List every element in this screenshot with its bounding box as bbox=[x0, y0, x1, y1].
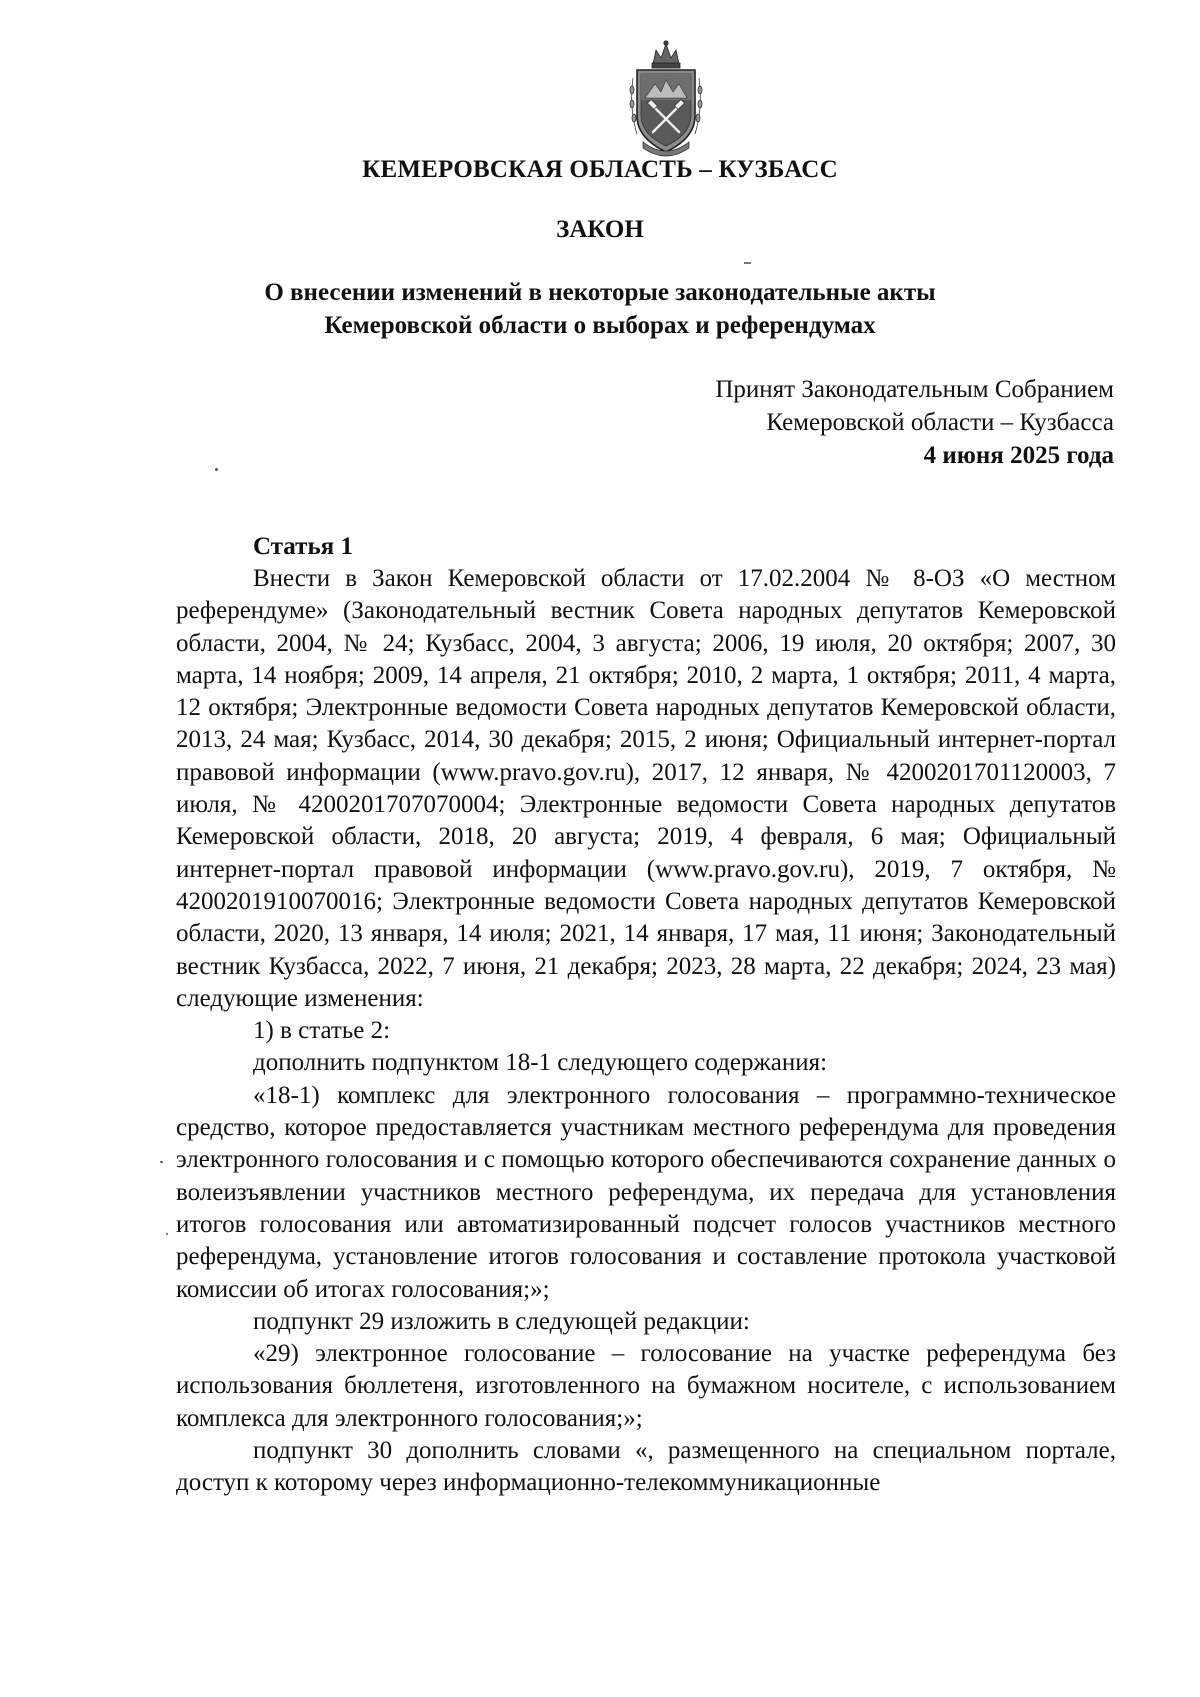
coat-of-arms-emblem bbox=[623, 38, 709, 158]
law-title bbox=[0, 276, 1200, 342]
document-type: ЗАКОН bbox=[556, 216, 644, 243]
scan-speck bbox=[166, 1233, 168, 1235]
article-paragraph: «18-1) комплекс для электронного голосования – программно-техническое средство, которое предоставляется участникам местного референдума для проведения электронного голосования и с помощью которого обеспечиваются сохранение данных о волеизъявлении участников местного референдума, их передача для установления итогов голосования или автоматизированный подсчет голосов участников местного референдума, установление итогов голосования и составление протокола участковой комиссии об итогах голосования;»; bbox=[176, 1081, 1116, 1303]
article-body bbox=[176, 563, 1116, 1500]
article-heading: Статья 1 bbox=[253, 533, 353, 560]
law-title-line-2: Кемеровской области о выборах и референдумах bbox=[324, 312, 876, 339]
article-paragraph: подпункт 30 дополнить словами «, размещенного на специальном портале, доступ к которому через информационно-телекоммуникационные bbox=[176, 1437, 1116, 1497]
article-paragraph: подпункт 29 изложить в следующей редакции: bbox=[253, 1307, 750, 1335]
adoption-block bbox=[715, 373, 1114, 472]
adoption-line-1: Принят Законодательным Собранием bbox=[715, 376, 1114, 403]
scan-mark bbox=[744, 262, 751, 264]
law-title-line-1: О внесении изменений в некоторые законодательные акты bbox=[264, 279, 936, 306]
article-paragraph: «29) электронное голосование – голосование на участке референдума без использования бюллетеня, изготовленного на бумажном носителе, с использованием комплекса для электронного голосования;»; bbox=[176, 1340, 1116, 1432]
article-paragraph: Внести в Закон Кемеровской области от 17.02.2004 № 8-ОЗ «О местном референдуме» (Законодательный вестник Совета народных депутатов Кемеровской области, 2004, № 24; Кузбасс, 2004, 3 августа; 2006, 19 июля, 20 октября; 2007, 30 марта, 14 ноября; 2009, 14 апреля, 21 октября; 2010, 2 марта, 1 октября; 2011, 4 марта, 12 октября; Электронные ведомости Совета народных депутатов Кемеровской области, 2013, 24 мая; Кузбасс, 2014, 30 декабря; 2015, 2 июня; Официальный интернет-портал правовой информации (www.pravo.gov.ru), 2017, 12 января, № 4200201701120003, 7 июля, № 4200201707070004; Электронные ведомости Совета народных депутатов Кемеровской области, 2018, 20 августа; 2019, 4 февраля, 6 мая; Официальный интернет-портал правовой информации (www.pravo.gov.ru), 2019, 7 октября, № 4200201910070016; Электронные ведомости Совета народных депутатов Кемеровской области, 2020, 13 января, 14 июля; 2021, 14 января, 17 мая, 11 июня; Законодательный вестник Кузбасса, 2022, 7 июня, 21 декабря; 2023, 28 марта, 22 декабря; 2024, 23 мая) следующие изменения: bbox=[176, 565, 1116, 1012]
adoption-date: 4 июня 2025 года bbox=[923, 442, 1114, 469]
scan-speck bbox=[160, 1161, 163, 1163]
article-paragraph: дополнить подпунктом 18-1 следующего содержания: bbox=[253, 1049, 828, 1077]
article-paragraph: 1) в статье 2: bbox=[253, 1017, 391, 1045]
region-title: КЕМЕРОВСКАЯ ОБЛАСТЬ – КУЗБАСС bbox=[362, 156, 838, 183]
adoption-line-2: Кемеровской области – Кузбасса bbox=[766, 409, 1114, 436]
scan-speck bbox=[215, 468, 218, 471]
